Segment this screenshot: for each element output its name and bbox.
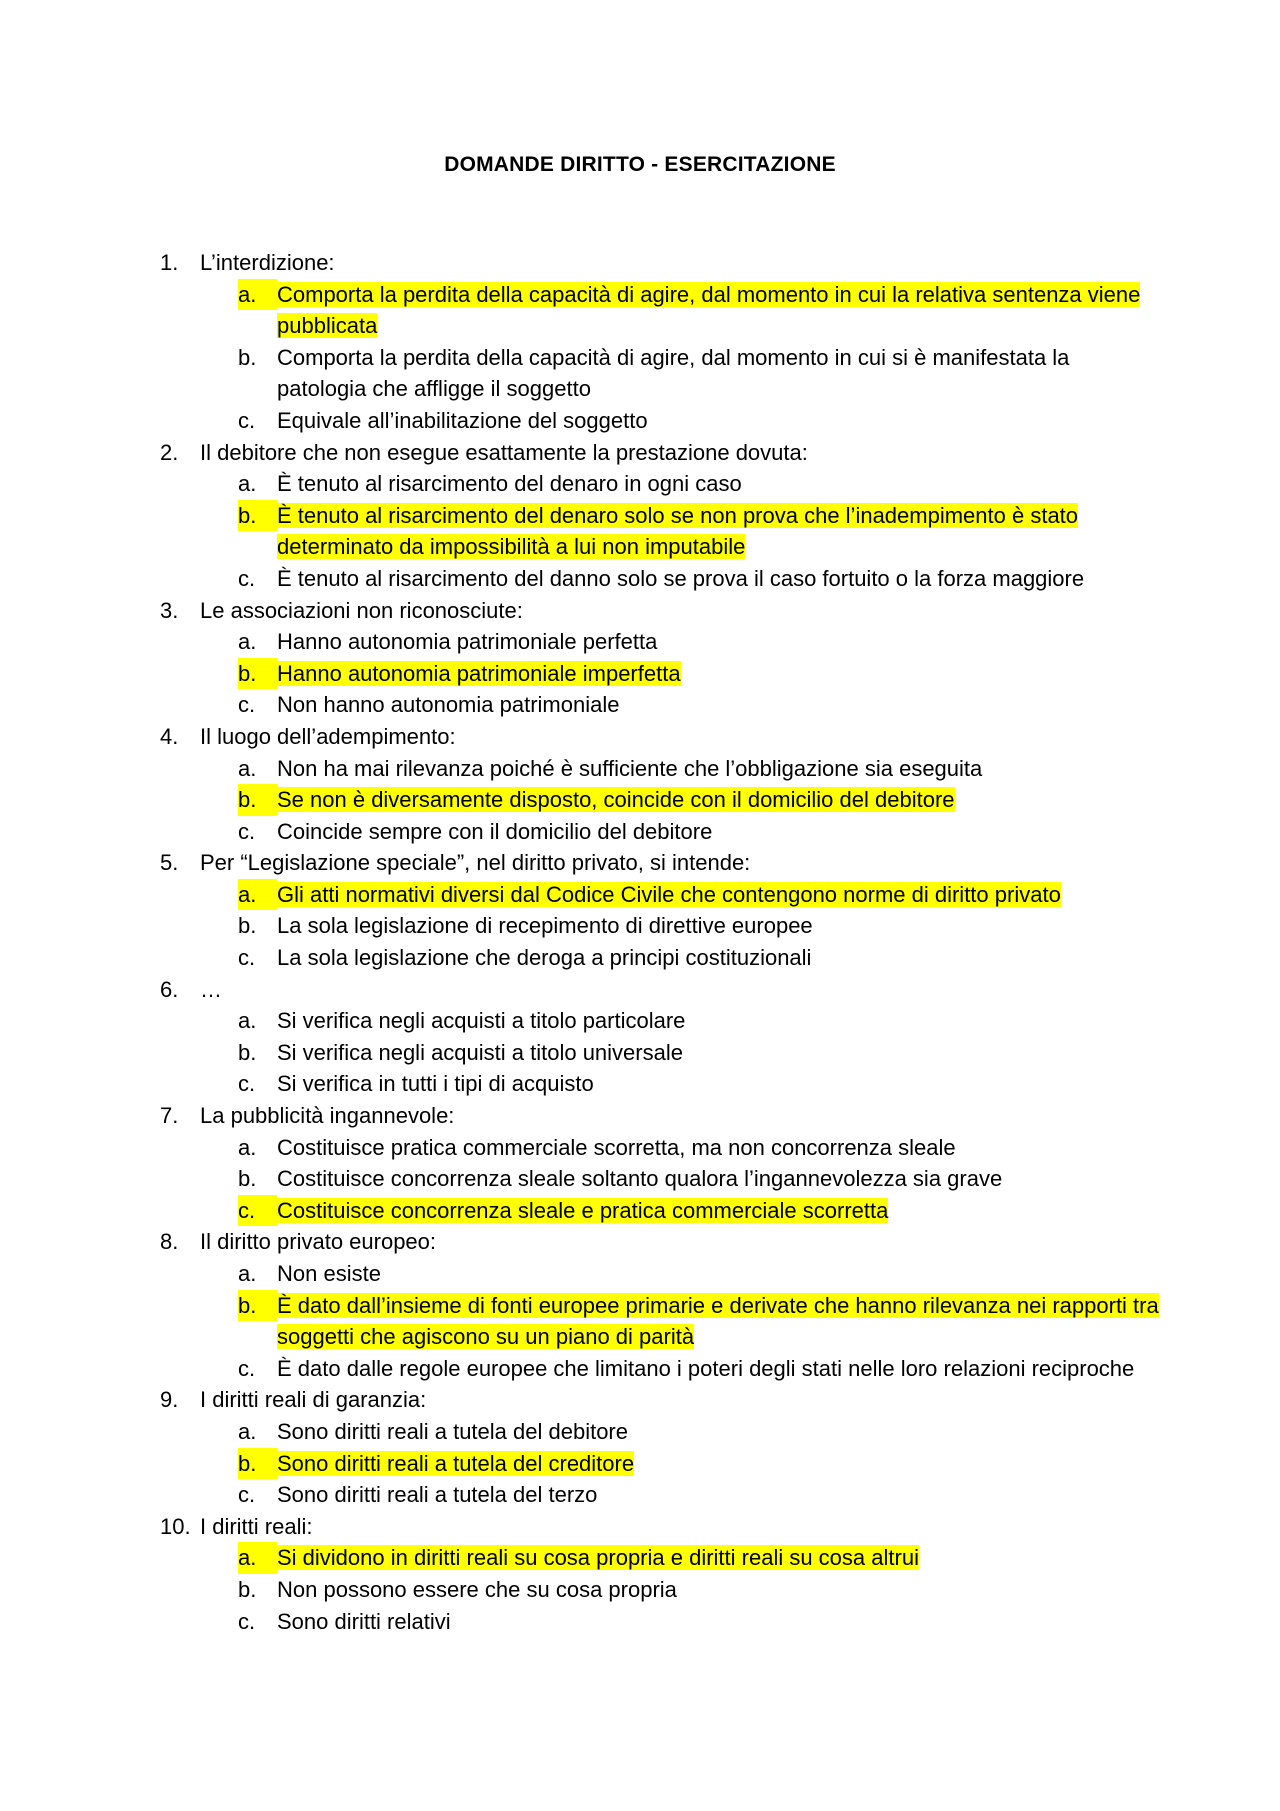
question-row [160, 437, 1160, 469]
question-row [160, 1384, 1160, 1416]
answer-letter: c. [238, 1608, 256, 1634]
question-item [160, 1384, 1160, 1510]
answer-letter: b. [238, 784, 277, 816]
question-number: 2. [160, 439, 179, 465]
answer-text: Costituisce concorrenza sleale soltanto qualora l’ingannevolezza sia grave [277, 1166, 1003, 1192]
question-list [160, 247, 1160, 1637]
answer-text: Sono diritti reali a tutela del debitore [277, 1418, 628, 1444]
question-number: 1. [160, 250, 179, 275]
answer-text: Comporta la perdita della capacità di agire, dal momento in cui la relativa sentenza viene pubblicata [277, 281, 1141, 339]
question-row [160, 721, 1160, 753]
answer-text: È tenuto al risarcimento del danno solo se prova il caso fortuito o la forza maggiore [277, 565, 1085, 591]
answer-text: È tenuto al risarcimento del denaro solo se non prova che l’inadempimento è stato determinato da impossibilità a lui non imputabile [277, 502, 1079, 560]
answer-option [160, 342, 1160, 405]
question-text: I diritti reali: [200, 1513, 313, 1539]
answer-option [160, 1163, 1160, 1195]
question-text: La pubblicità ingannevole: [200, 1103, 455, 1129]
answer-text: Se non è diversamente disposto, coincide con il domicilio del debitore [277, 787, 955, 813]
question-text: I diritti reali di garanzia: [200, 1387, 427, 1413]
answer-letter: c. [238, 407, 256, 433]
answer-letter: b. [238, 658, 277, 690]
answer-text: Si verifica negli acquisti a titolo particolare [277, 1008, 686, 1034]
answer-option [160, 1606, 1160, 1638]
answer-option-highlighted [160, 1195, 1160, 1227]
answer-option [160, 1574, 1160, 1606]
answer-text: Si dividono in diritti reali su cosa propria e diritti reali su cosa altrui [277, 1545, 919, 1571]
question-text: Il diritto privato europeo: [200, 1229, 437, 1255]
answer-letter: a. [238, 1542, 277, 1574]
question-text: Le associazioni non riconosciute: [200, 597, 523, 623]
answer-letter: c. [238, 692, 256, 718]
answer-letter: b. [238, 913, 257, 939]
question-number: 3. [160, 597, 179, 623]
answer-text: Non hanno autonomia patrimoniale [277, 692, 620, 718]
answer-letter: c. [238, 945, 256, 971]
answer-text: Coincide sempre con il domicilio del debitore [277, 818, 713, 844]
answer-option [160, 1068, 1160, 1100]
answer-letter: a. [238, 471, 257, 497]
question-row [160, 1100, 1160, 1132]
answer-letter: c. [238, 1482, 256, 1508]
question-number: 5. [160, 850, 179, 876]
question-row [160, 595, 1160, 627]
question-text: Il debitore che non esegue esattamente la prestazione dovuta: [200, 439, 808, 465]
answer-letter: b. [238, 1576, 257, 1602]
answer-option-highlighted [160, 784, 1160, 816]
answer-list [160, 1005, 1160, 1100]
answer-option [160, 816, 1160, 848]
answer-text: Comporta la perdita della capacità di agire, dal momento in cui si è manifestata la patologia che affligge il soggetto [277, 344, 1070, 402]
answer-option [160, 1037, 1160, 1069]
answer-letter: b. [238, 1166, 257, 1192]
answer-letter: a. [238, 629, 257, 655]
answer-option [160, 1005, 1160, 1037]
answer-option [160, 563, 1160, 595]
answer-letter: c. [238, 1071, 256, 1097]
answer-text: La sola legislazione di recepimento di direttive europee [277, 913, 813, 939]
answer-text: Si verifica in tutti i tipi di acquisto [277, 1071, 594, 1097]
answer-option-highlighted [160, 279, 1160, 342]
question-row [160, 847, 1160, 879]
answer-letter: b. [238, 500, 277, 532]
answer-text: Costituisce pratica commerciale scorretta, ma non concorrenza sleale [277, 1134, 956, 1160]
answer-text: Si verifica negli acquisti a titolo universale [277, 1039, 683, 1065]
answer-list [160, 279, 1160, 437]
answer-option [160, 1353, 1160, 1385]
question-item [160, 721, 1160, 847]
question-number: 8. [160, 1229, 179, 1255]
answer-letter: a. [238, 1418, 257, 1444]
answer-option [160, 942, 1160, 974]
answer-text: È tenuto al risarcimento del denaro in ogni caso [277, 471, 742, 497]
answer-list [160, 1542, 1160, 1637]
question-row [160, 974, 1160, 1006]
answer-text: Sono diritti relativi [277, 1608, 451, 1634]
answer-list [160, 1416, 1160, 1511]
question-row [160, 247, 1160, 279]
answer-option [160, 1416, 1160, 1448]
question-item [160, 437, 1160, 595]
question-item [160, 974, 1160, 1100]
answer-text: Costituisce concorrenza sleale e pratica commerciale scorretta [277, 1197, 889, 1223]
question-number: 6. [160, 976, 179, 1002]
question-text: Per “Legislazione speciale”, nel diritto privato, si intende: [200, 850, 751, 876]
answer-text: È dato dall’insieme di fonti europee primarie e derivate che hanno rilevanza nei rapporti tra soggetti che agiscono su un piano di parità [277, 1292, 1159, 1350]
answer-letter: a. [238, 879, 277, 911]
answer-text: Non possono essere che su cosa propria [277, 1576, 677, 1602]
answer-option-highlighted [160, 1448, 1160, 1480]
answer-letter: c. [238, 1355, 256, 1381]
answer-list [160, 626, 1160, 721]
answer-letter: b. [238, 1039, 257, 1065]
answer-option-highlighted [160, 658, 1160, 690]
answer-letter: b. [238, 1448, 277, 1480]
answer-letter: b. [238, 1290, 277, 1322]
question-number: 7. [160, 1103, 179, 1129]
question-item [160, 847, 1160, 973]
answer-text: Equivale all’inabilitazione del soggetto [277, 407, 648, 433]
answer-letter: c. [238, 818, 256, 844]
answer-letter: a. [238, 1134, 257, 1160]
question-row [160, 1511, 1160, 1543]
answer-option-highlighted [160, 1290, 1160, 1353]
answer-text: La sola legislazione che deroga a principi costituzionali [277, 945, 812, 971]
answer-text: Sono diritti reali a tutela del terzo [277, 1482, 598, 1508]
answer-text: Gli atti normativi diversi dal Codice Civile che contengono norme di diritto privato [277, 881, 1061, 907]
answer-letter: a. [238, 1261, 257, 1286]
question-item [160, 1226, 1160, 1384]
answer-letter: b. [238, 344, 257, 370]
answer-option [160, 468, 1160, 500]
answer-letter: c. [238, 565, 256, 591]
answer-option [160, 689, 1160, 721]
answer-letter: c. [238, 1195, 277, 1227]
question-item [160, 247, 1160, 437]
question-text: Il luogo dell’adempimento: [200, 723, 456, 749]
answer-letter: a. [238, 755, 257, 781]
question-item [160, 1100, 1160, 1226]
answer-option-highlighted [160, 879, 1160, 911]
answer-list [160, 1258, 1160, 1384]
answer-list [160, 879, 1160, 974]
answer-list [160, 1132, 1160, 1227]
question-text: L’interdizione: [200, 250, 335, 275]
answer-letter: a. [238, 1008, 257, 1034]
answer-text: Non ha mai rilevanza poiché è sufficiente che l’obbligazione sia eseguita [277, 755, 983, 781]
answer-text: È dato dalle regole europee che limitano i poteri degli stati nelle loro relazioni reciproche [277, 1355, 1135, 1381]
answer-list [160, 468, 1160, 594]
question-number: 9. [160, 1387, 179, 1413]
answer-option-highlighted [160, 500, 1160, 563]
question-number: 10. [160, 1513, 191, 1539]
question-number: 4. [160, 723, 179, 749]
answer-text: Sono diritti reali a tutela del creditore [277, 1450, 635, 1476]
page-title: DOMANDE DIRITTO - ESERCITAZIONE [444, 153, 836, 176]
answer-option [160, 1479, 1160, 1511]
answer-option [160, 753, 1160, 785]
question-item [160, 1511, 1160, 1637]
answer-text: Hanno autonomia patrimoniale perfetta [277, 629, 658, 655]
answer-option [160, 1132, 1160, 1164]
question-row [160, 1226, 1160, 1258]
answer-option [160, 626, 1160, 658]
question-item [160, 595, 1160, 721]
answer-text: Hanno autonomia patrimoniale imperfetta [277, 660, 681, 686]
question-text: … [200, 976, 222, 1002]
answer-list [160, 753, 1160, 848]
answer-text: Non esiste [277, 1261, 381, 1286]
answer-option [160, 1258, 1160, 1290]
answer-option [160, 910, 1160, 942]
answer-letter: a. [238, 279, 277, 311]
answer-option [160, 405, 1160, 437]
answer-option-highlighted [160, 1542, 1160, 1574]
